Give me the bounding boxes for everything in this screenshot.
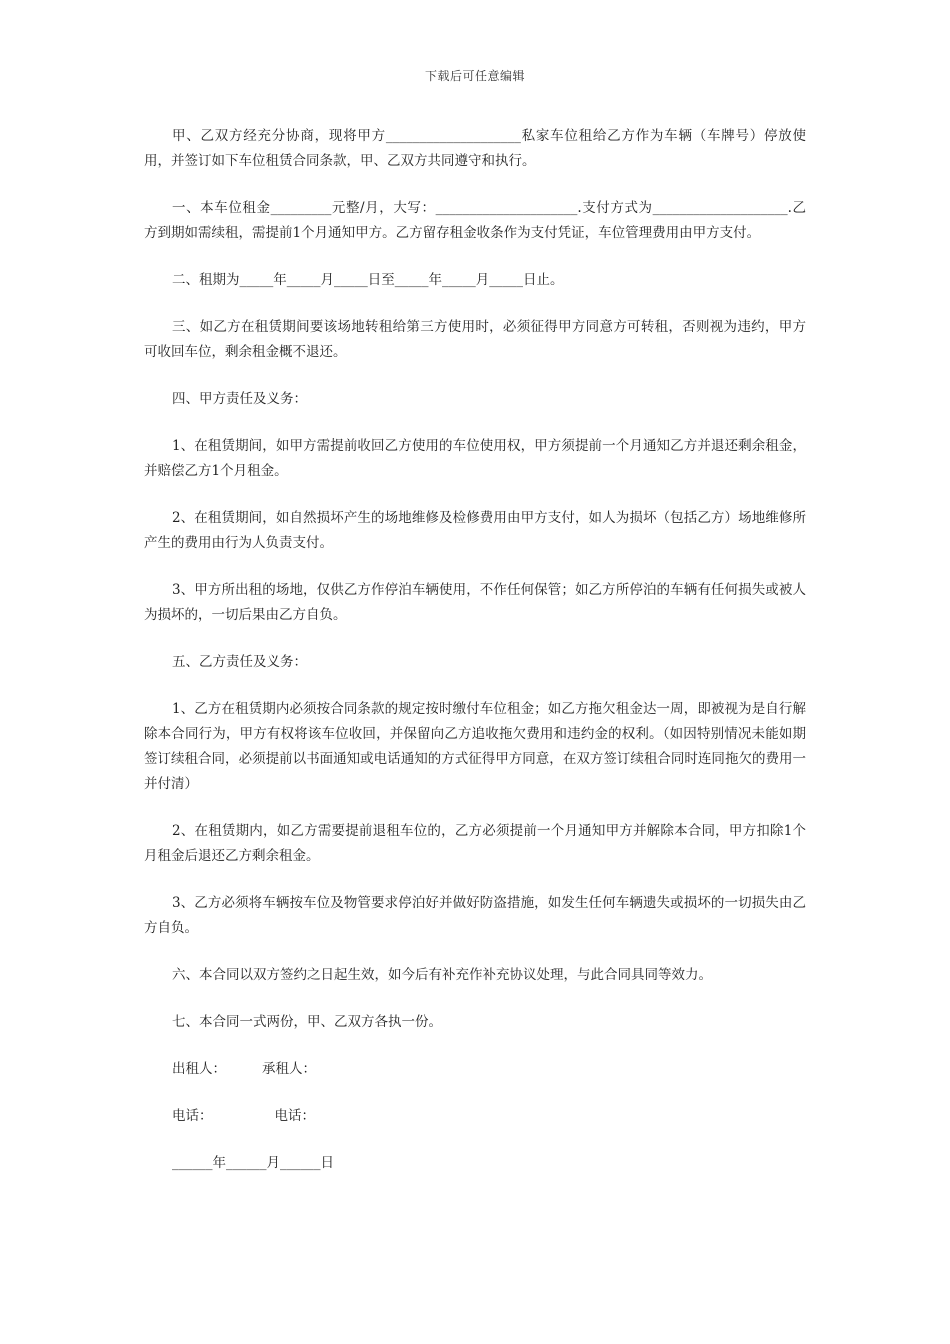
clause-4-item-3: 3、甲方所出租的场地，仅供乙方作停泊车辆使用，不作任何保管；如乙方所停泊的车辆有任何损失或被人为损坏的，一切后果由乙方自负。 [144, 582, 806, 623]
signature-date-line: ______年______月______日 [172, 1155, 334, 1171]
clause-2-term: 二、租期为_____年_____月_____日至_____年_____月_____日止。 [172, 272, 564, 288]
clause-4-item-2: 2、在租赁期间，如自然损坏产生的场地维修及检修费用由甲方支付，如人为损坏（包括乙方）场地维修所产生的费用由行为人负责支付。 [144, 510, 806, 551]
clause-7-copies: 七、本合同一式两份，甲、乙双方各执一份。 [172, 1014, 442, 1030]
lessor-phone-label: 电话： [172, 1108, 213, 1124]
download-note-header: 下载后可任意编辑 [424, 69, 525, 83]
clause-5-item-2: 2、在租赁期内，如乙方需要提前退租车位的，乙方必须提前一个月通知甲方并解除本合同，甲方扣除1个月租金后退还乙方剩余租金。 [144, 823, 806, 864]
signature-phone-row [144, 1104, 806, 1129]
clause-5-item-1: 1、乙方在租赁期内必须按合同条款的规定按时缴付车位租金；如乙方拖欠租金达一周，即被视为是自行解除本合同行为，甲方有权将该车位收回，并保留向乙方追收拖欠费用和违约金的权利。（如因特别情况未能如期签订续租合同，必须提前以书面通知或电话通知的方式征得甲方同意，在双方签订续租合同时连同拖欠的费用一并付清） [144, 701, 806, 792]
signature-date-row [144, 1151, 806, 1176]
lessee-label: 承租人： [262, 1061, 316, 1077]
clause-4-item-1: 1、在租赁期间，如甲方需提前收回乙方使用的车位使用权，甲方须提前一个月通知乙方并退还剩余租金，并赔偿乙方1个月租金。 [144, 438, 806, 479]
clause-5-title: 五、乙方责任及义务： [172, 654, 307, 670]
lessor-label: 出租人： [172, 1061, 226, 1077]
clause-3-sublease: 三、如乙方在租赁期间要该场地转租给第三方使用时，必须征得甲方同意方可转租，否则视为违约，甲方可收回车位，剩余租金概不退还。 [144, 319, 806, 360]
contract-body [144, 124, 806, 1198]
lessee-phone-label: 电话： [274, 1108, 315, 1124]
clause-1-rent: 一、本车位租金_________元整/月，大写：_____________________.支付方式为____________________.乙方到期如需续租，需提前1个月通知甲方。乙方留存租金收条作为支付凭证，车位管理费用由甲方支付。 [144, 200, 806, 241]
clause-5-item-3: 3、乙方必须将车辆按车位及物管要求停泊好并做好防盗措施，如发生任何车辆遗失或损坏的一切损失由乙方自负。 [144, 895, 806, 936]
contract-intro: 甲、乙双方经充分协商，现将甲方____________________私家车位租给乙方作为车辆（车牌号）停放使用，并签订如下车位租赁合同条款，甲、乙双方共同遵守和执行。 [144, 128, 806, 169]
clause-6-effect: 六、本合同以双方签约之日起生效，如今后有补充作补充协议处理，与此合同具同等效力。 [172, 967, 712, 983]
clause-4-title: 四、甲方责任及义务： [172, 391, 307, 407]
signature-parties-row [144, 1057, 806, 1082]
